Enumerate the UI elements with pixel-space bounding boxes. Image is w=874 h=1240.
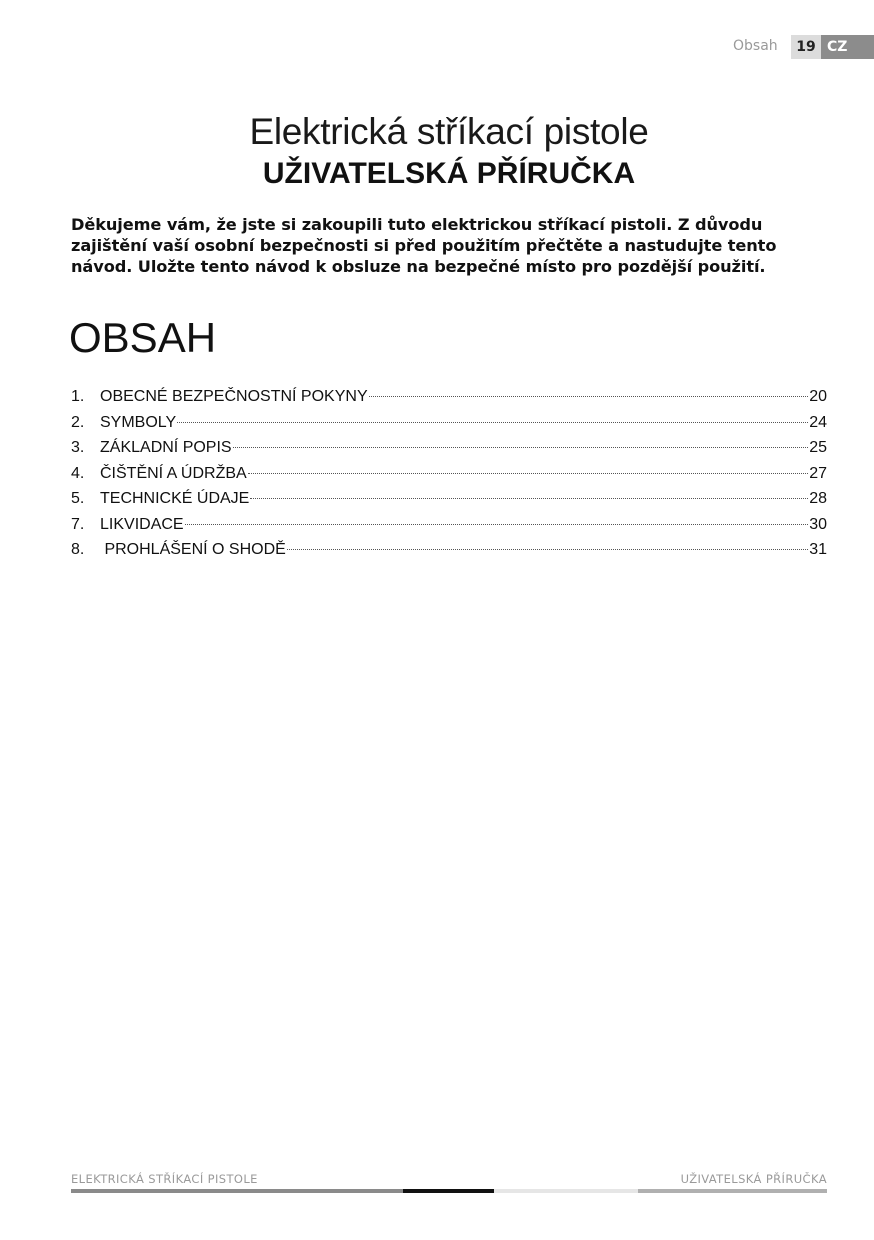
toc-item[interactable]	[71, 490, 827, 516]
footer-manual-name: UŽIVATELSKÁ PŘÍRUČKA	[680, 1172, 827, 1186]
toc-item[interactable]	[71, 388, 827, 414]
toc-item-label: TECHNICKÉ ÚDAJE	[100, 490, 250, 507]
toc-item-number: 5.	[71, 490, 85, 507]
toc-item-page: 30	[809, 515, 827, 533]
toc-item-number: 8.	[71, 541, 85, 558]
intro-paragraph: Děkujeme vám, že jste si zakoupili tuto elektrickou stříkací pistoli. Z důvodu zajištění vaší osobní bezpečnosti si před použitím přečtěte a nastudujte tento návod. Uložte tento návod k obsluze na bezpečné místo pro pozdější použití.	[71, 215, 777, 276]
toc-item-number: 7.	[71, 515, 85, 533]
toc-item-number: 1.	[71, 388, 85, 405]
toc-item-page: 31	[809, 541, 827, 558]
toc-item[interactable]	[71, 465, 827, 491]
toc-heading: OBSAH	[69, 314, 217, 361]
toc-item-page: 24	[809, 413, 827, 431]
header-language-tab: CZ	[821, 35, 874, 59]
footer-product-name: ELEKTRICKÁ STŘÍKACÍ PISTOLE	[71, 1172, 258, 1186]
toc-item-label: LIKVIDACE	[100, 515, 184, 533]
footer-bar-segment	[403, 1189, 494, 1193]
toc-item-label: ZÁKLADNÍ POPIS	[100, 439, 232, 456]
footer-bar-segment	[71, 1189, 403, 1193]
toc-leader-dots	[287, 549, 808, 550]
toc-item-page: 27	[809, 464, 827, 482]
toc-item[interactable]	[71, 541, 827, 567]
toc-item-number: 2.	[71, 413, 85, 431]
toc-item-label: SYMBOLY	[100, 413, 177, 431]
toc-item-page: 28	[809, 490, 827, 507]
toc-item[interactable]	[71, 414, 827, 440]
toc-leader-dots	[185, 524, 809, 525]
toc-leader-dots	[248, 473, 809, 474]
header-section-label: Obsah	[733, 38, 778, 54]
document-subtitle: UŽIVATELSKÁ PŘÍRUČKA	[262, 157, 636, 190]
document-title: Elektrická stříkací pistole	[249, 111, 649, 152]
toc-leader-dots	[177, 422, 808, 423]
toc-item-number: 4.	[71, 464, 85, 482]
toc-item-label: ČIŠTĚNÍ A ÚDRŽBA	[100, 464, 247, 482]
toc-item-number: 3.	[71, 439, 85, 456]
toc-item-label: PROHLÁŠENÍ O SHODĚ	[100, 541, 286, 558]
toc-item-page: 20	[809, 388, 827, 405]
footer-bar-segment	[494, 1189, 638, 1193]
toc-leader-dots	[233, 447, 809, 448]
toc-leader-dots	[250, 498, 808, 499]
toc-item[interactable]	[71, 516, 827, 542]
toc-item-page: 25	[809, 439, 827, 456]
footer-bar-segment	[638, 1189, 827, 1193]
toc-item-label: OBECNÉ BEZPEČNOSTNÍ POKYNY	[100, 388, 368, 405]
toc-leader-dots	[369, 396, 809, 397]
header-page-number: 19	[791, 35, 821, 59]
table-of-contents	[71, 388, 827, 567]
toc-item[interactable]	[71, 439, 827, 465]
